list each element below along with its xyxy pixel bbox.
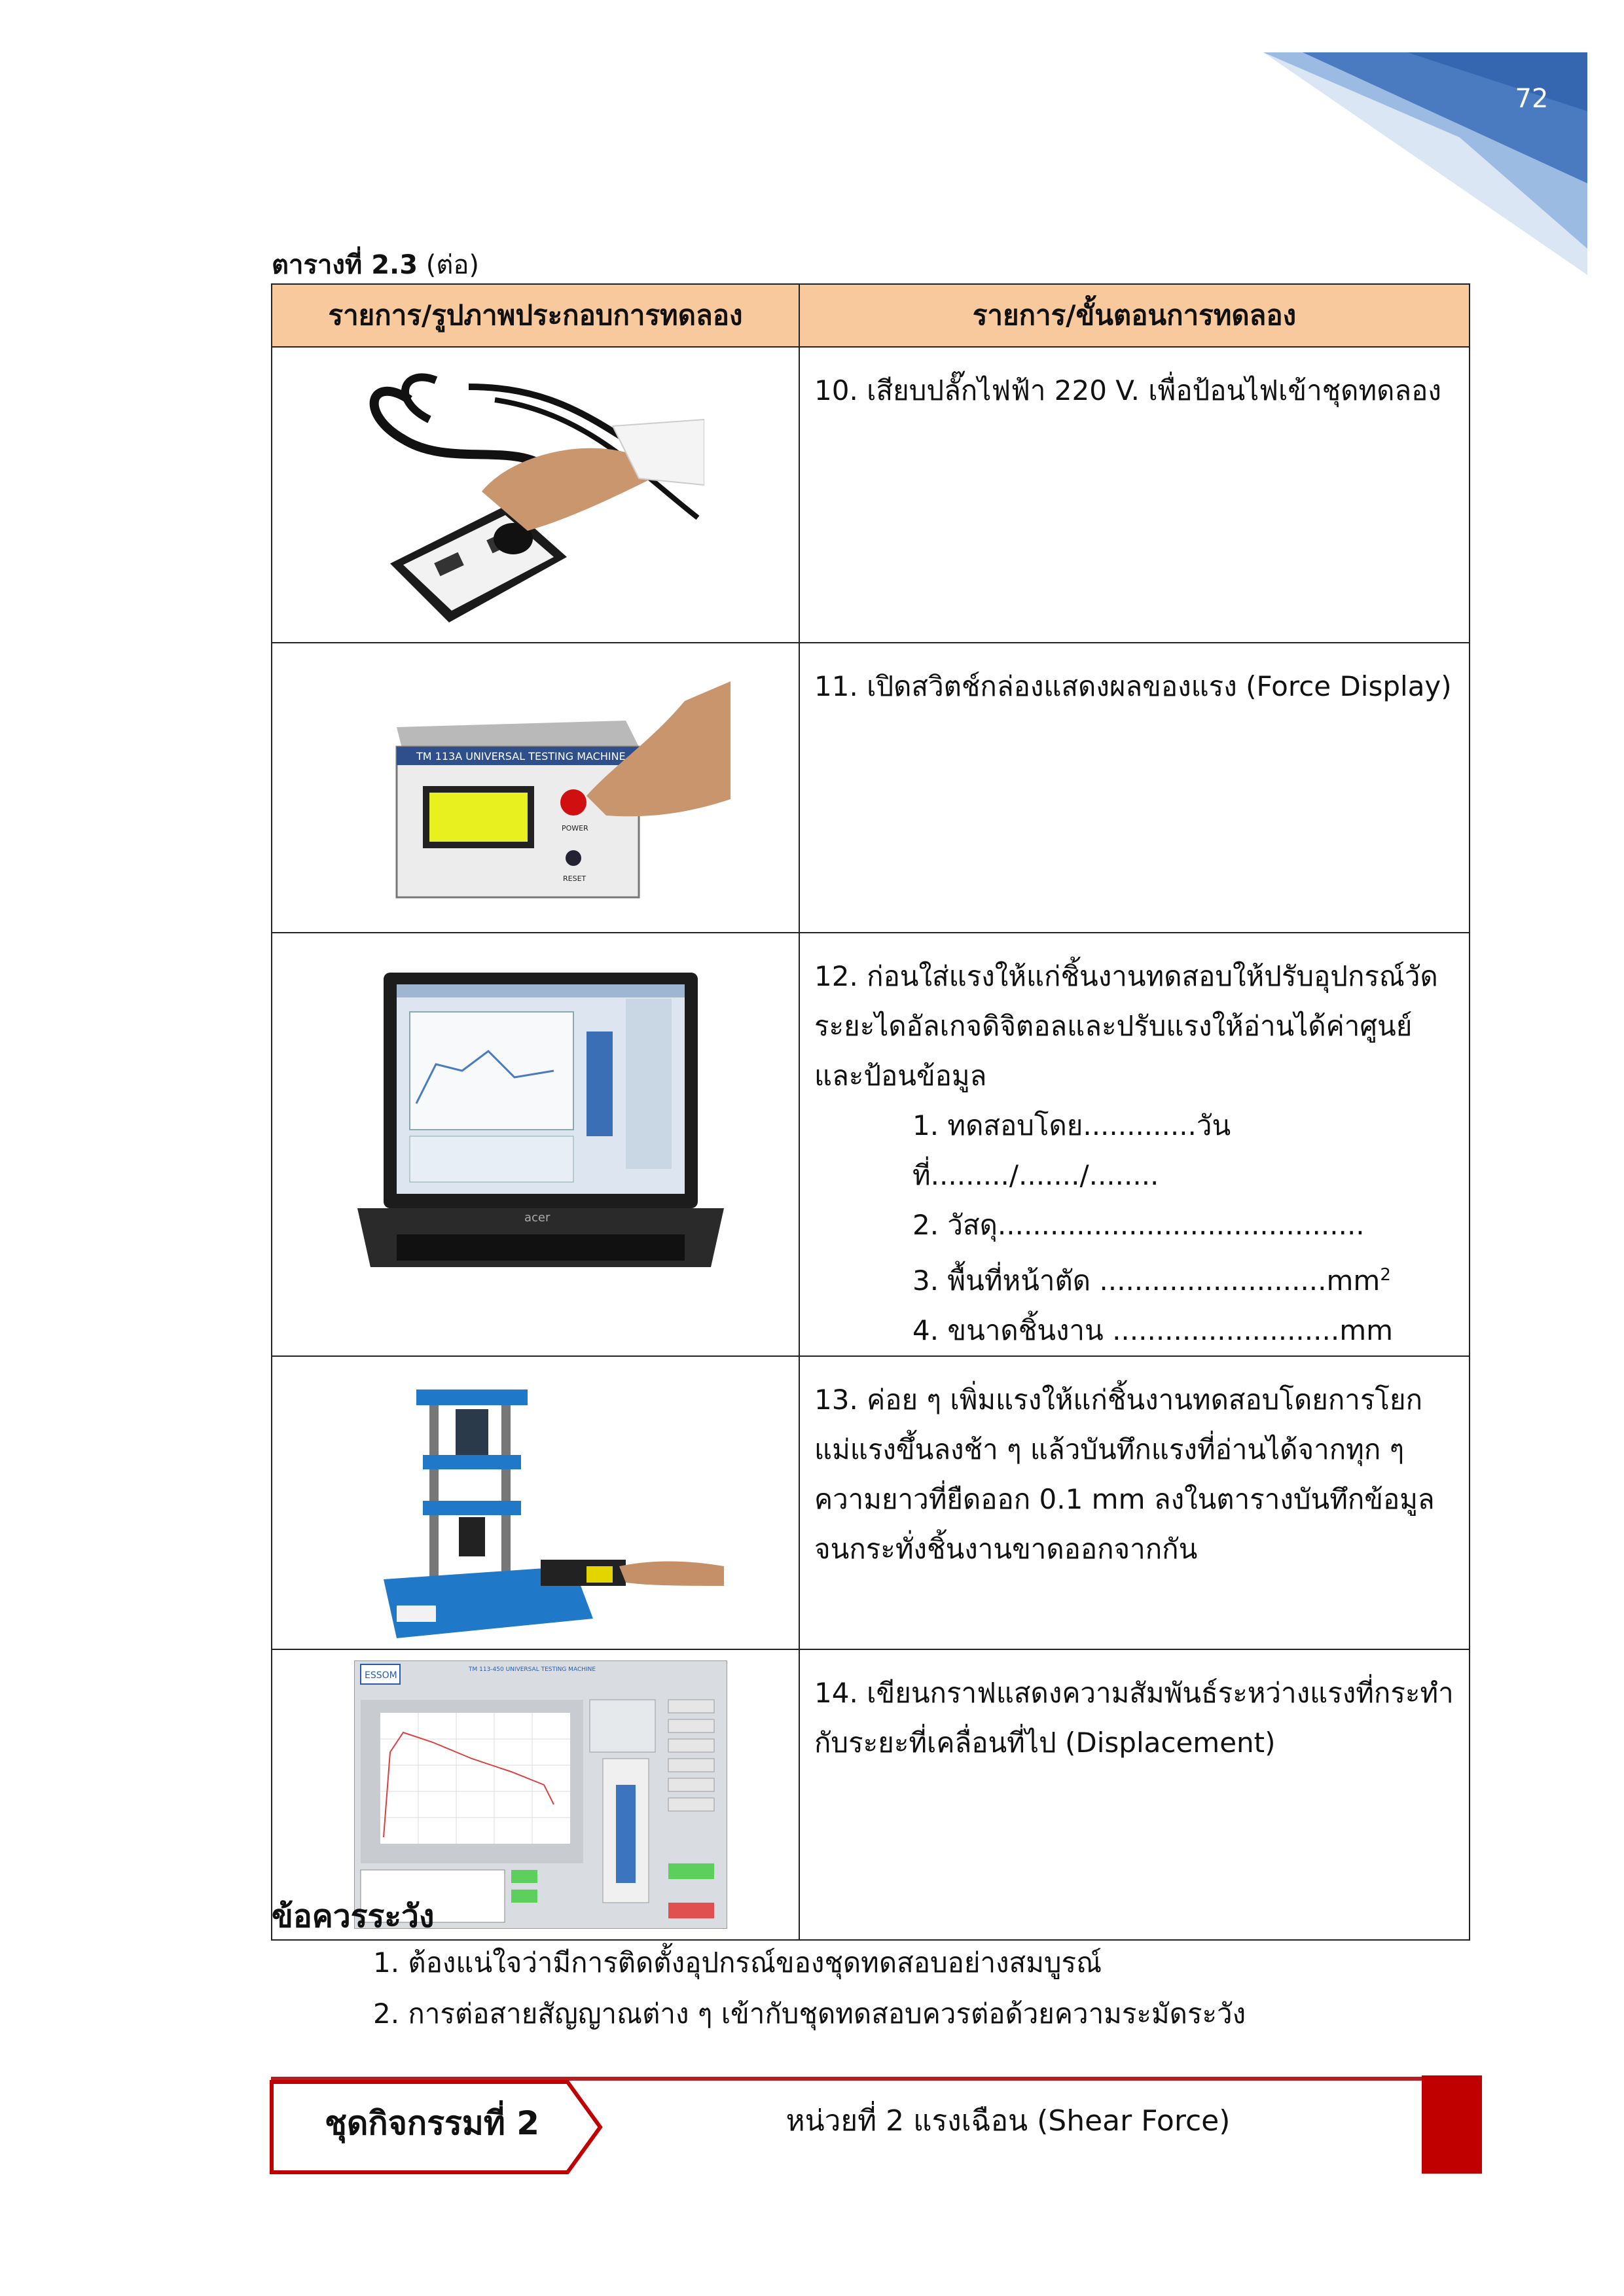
page-number: 72 [1515, 84, 1549, 114]
step-12-sub-2: 2. วัสดุ.......................................... [912, 1209, 1365, 1241]
software-graph-screenshot [354, 1660, 727, 1929]
force-display-photo [377, 662, 731, 910]
header-steps: รายการ/ขั้นตอนการทดลอง [799, 284, 1470, 347]
procedure-table [271, 283, 1470, 1941]
reset-label: RESET [563, 874, 586, 883]
software-logo: ESSOM [365, 1670, 397, 1681]
table-row [272, 643, 1470, 933]
step-12-sub-3-sup: 2 [1380, 1265, 1391, 1285]
image-cell [272, 347, 799, 643]
table-row [272, 933, 1470, 1356]
table-header-row [272, 284, 1470, 347]
step-14-text: 14. เขียนกราฟแสดงความสัมพันธ์ระหว่างแรงที่กระทำกับระยะที่เคลื่อนที่ไป (Displacement) [799, 1649, 1470, 1940]
laptop-software-photo [357, 973, 724, 1267]
step-12-text: 12. ก่อนใส่แรงให้แก่ชิ้นงานทดสอบให้ปรับอุปกรณ์วัดระยะไดอัลเกจดิจิตอลและปรับแรงให้อ่านได้ค่าศูนย์และป้อนข้อมูล [814, 960, 1438, 1092]
table-row [272, 1649, 1470, 1940]
table-caption-label: ตารางที่ 2.3 [272, 250, 418, 280]
device-label: TM 113A UNIVERSAL TESTING MACHINE [416, 750, 626, 762]
footer-red-block [1422, 2075, 1482, 2174]
step-12-sub-1: 1. ทดสอบโดย.............วันที่........./......./........ [912, 1109, 1231, 1191]
power-plug-photo [364, 361, 704, 636]
caution-item: 1. ต้องแน่ใจว่ามีการติดตั้งอุปกรณ์ของชุดทดสอบอย่างสมบูรณ์ [373, 1946, 1102, 1979]
step-12-sub-4: 4. ขนาดชิ้นงาน ..........................mm [912, 1314, 1394, 1346]
step-10-text: 10. เสียบปลั๊กไฟฟ้า 220 V. เพื่อป้อนไฟเข้าชุดทดลอง [799, 347, 1470, 643]
table-row [272, 1356, 1470, 1649]
image-cell [272, 643, 799, 933]
table-caption [272, 243, 479, 285]
image-cell [272, 933, 799, 1356]
table-caption-suffix: (ต่อ) [418, 250, 480, 280]
power-label: POWER [562, 824, 588, 833]
table-row [272, 347, 1470, 643]
testing-machine-photo [357, 1370, 724, 1645]
step-13-text: 13. ค่อย ๆ เพิ่มแรงให้แก่ชิ้นงานทดสอบโดยการโยกแม่แรงขึ้นลงช้า ๆ แล้วบันทึกแรงที่อ่านได้จากทุก ๆ ความยาวที่ยืดออก 0.1 mm ลงในตารางบันทึกข้อมูลจนกระทั่งชิ้นงานขาดออกจากกัน [799, 1356, 1470, 1649]
activity-set-label: ชุดกิจกรรมที่ 2 [324, 2104, 540, 2142]
caution-item: 2. การต่อสายสัญญาณต่าง ๆ เข้ากับชุดทดสอบควรต่อด้วยความระมัดระวัง [373, 1998, 1246, 2030]
step-11-text: 11. เปิดสวิตช์กล่องแสดงผลของแรง (Force Display) [799, 643, 1470, 933]
header-images: รายการ/รูปภาพประกอบการทดลอง [272, 284, 799, 347]
step-12-sub-3 [814, 1250, 1456, 1306]
laptop-brand: acer [524, 1211, 550, 1225]
step-12-cell [799, 933, 1470, 1356]
image-cell [272, 1356, 799, 1649]
caution-title: ข้อควรระวัง [272, 1898, 435, 1935]
unit-title: หน่วยที่ 2 แรงเฉือน (Shear Force) [785, 2104, 1231, 2138]
step-12-sub-3-text: 3. พื้นที่หน้าตัด ..........................mm [912, 1265, 1380, 1297]
software-title: TM 113-450 UNIVERSAL TESTING MACHINE [469, 1666, 596, 1673]
